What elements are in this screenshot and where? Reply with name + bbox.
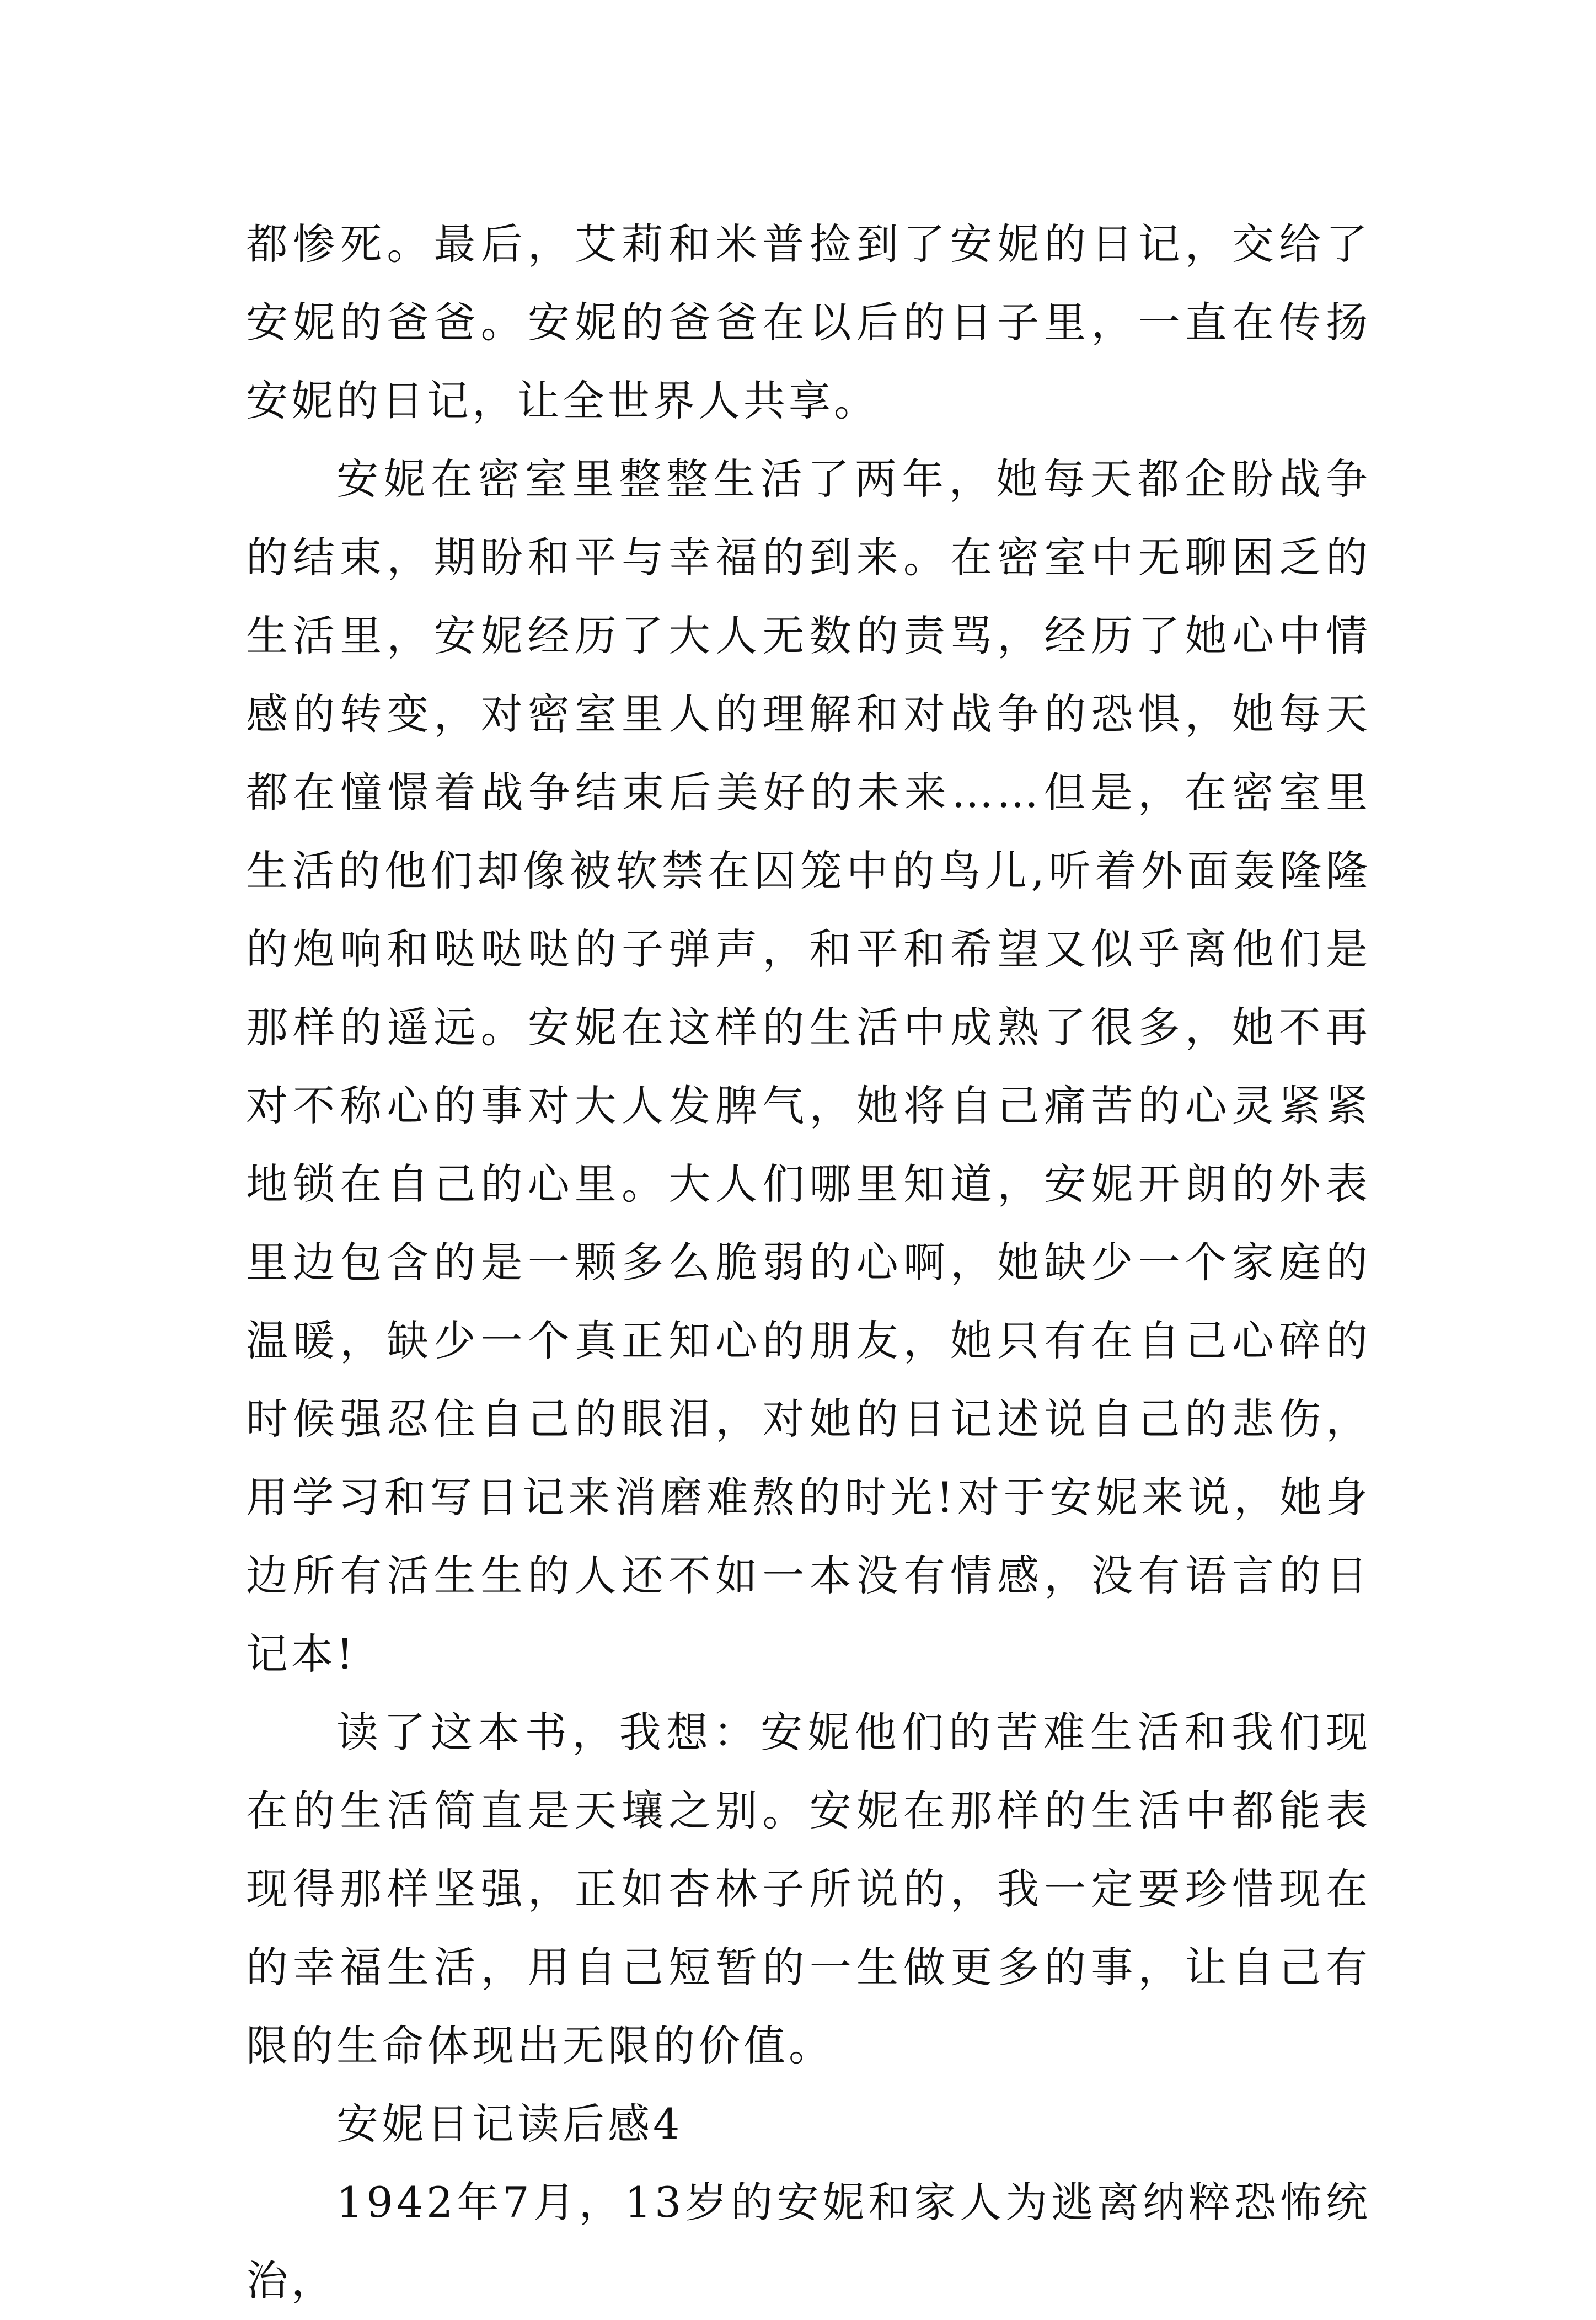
paragraph-continuation: 都惨死。最后，艾莉和米普捡到了安妮的日记，交给了安妮的爸爸。安妮的爸爸在以后的日子里，一直在传扬安妮的日记，让全世界人共享。 [246, 220, 1371, 425]
paragraph-next-section: 1942年7月，13岁的安妮和家人为逃离纳粹恐怖统治， [246, 2178, 1371, 2305]
paragraph-reflection: 读了这本书，我想：安妮他们的苦难生活和我们现在的生活简直是天壤之别。安妮在那样的生活中都能表现得那样坚强，正如杏林子所说的，我一定要珍惜现在的幸福生活，用自己短暂的一生做更多的事，让自己有限的生命体现出无限的价值。 [246, 1708, 1371, 2070]
paragraph-annie-life: 安妮在密室里整整生活了两年，她每天都企盼战争的结束，期盼和平与幸福的到来。在密室中无聊困乏的生活里，安妮经历了大人无数的责骂，经历了她心中情感的转变，对密室里人的理解和对战争的恐惧，她每天都在憧憬着战争结束后美好的未来……但是，在密室里生活的他们却像被软禁在囚笼中的鸟儿,听着外面轰隆隆的炮响和哒哒哒的子弹声，和平和希望又似乎离他们是那样的遥远。安妮在这样的生活中成熟了很多，她不再对不称心的事对大人发脾气，她将自己痛苦的心灵紧紧地锁在自己的心里。大人们哪里知道，安妮开朗的外表里边包含的是一颗多么脆弱的心啊，她缺少一个家庭的温暖，缺少一个真正知心的朋友，她只有在自己心碎的时候强忍住自己的眼泪，对她的日记述说自己的悲伤，用学习和写日记来消磨难熬的时光!对于安妮来说，她身边所有活生生的人还不如一本没有情感，没有语言的日记本! [246, 455, 1371, 1678]
section-heading: 安妮日记读后感4 [336, 2099, 683, 2148]
document-body [246, 205, 1371, 2320]
